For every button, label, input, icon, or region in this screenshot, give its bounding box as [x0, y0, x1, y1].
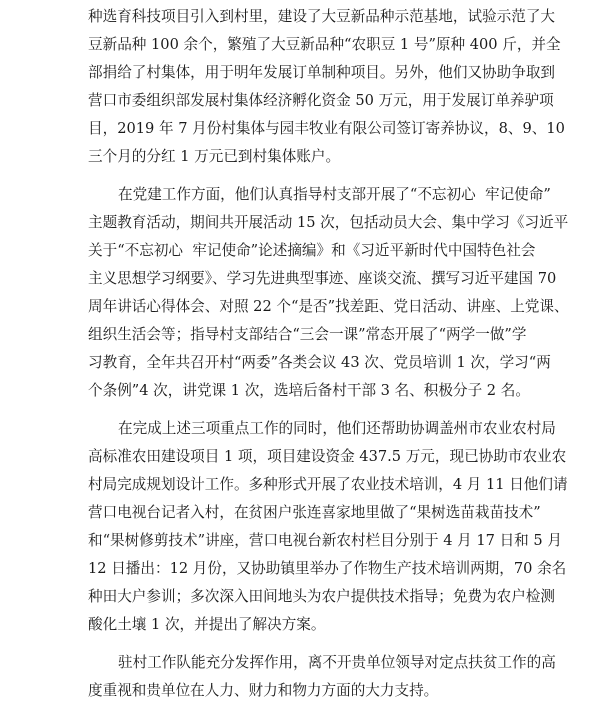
text-line: 酸化土壤 1 次，并提出了解决方案。 — [88, 616, 326, 633]
text-line: 主义思想学习纲要》、学习先进典型事迹、座谈交流、撰写习近平建国 70 — [88, 270, 557, 287]
text-line: 豆新品种 100 余个，繁殖了大豆新品种“农职豆 1 号”原种 400 斤，并全 — [88, 36, 561, 53]
text-line: 和“果树修剪技术”讲座，营口电视台新农村栏目分别于 4 月 17 日和 5 月 — [88, 532, 562, 549]
paragraph-first-line: 在党建工作方面，他们认真指导村支部开展了“不忘初心 牢记使命” — [118, 186, 551, 203]
text-line: 主题教育活动，期间共开展活动 15 次，包括动员大会、集中学习《习近平 — [88, 214, 569, 231]
text-line: 度重视和贵单位在人力、财力和物力方面的大力支持。 — [88, 682, 439, 699]
text-line: 关于“不忘初心 牢记使命”论述摘编》和《习近平新时代中国特色社会 — [88, 242, 536, 259]
text-line: 个条例”4 次，讲党课 1 次，选培后备村干部 3 名、积极分子 2 名。 — [88, 382, 530, 399]
text-line: 部捐给了村集体，用于明年发展订单制种项目。另外，他们又协助争取到 — [88, 64, 556, 81]
text-line: 习教育，全年共召开村“两委”各类会议 43 次、党员培训 1 次，学习“两 — [88, 354, 551, 371]
text-line: 种田大户参训；多次深入田间地头为农户提供技术指导；免费为农户检测 — [88, 588, 556, 605]
paragraph-first-line: 在完成上述三项重点工作的同时，他们还帮助协调盖州市农业农村局 — [118, 420, 556, 437]
text-line: 种选育科技项目引入到村里，建设了大豆新品种示范基地，试验示范了大 — [88, 8, 556, 25]
text-line: 营口市委组织部发展村集体经济孵化资金 50 万元，用于发展订单养驴项 — [88, 92, 554, 109]
text-line: 目，2019 年 7 月份村集体与园丰牧业有限公司签订寄养协议，8、9、10 — [88, 120, 565, 137]
text-line: 组织生活会等；指导村支部结合“三会一课”常态开展了“两学一做”学 — [88, 326, 527, 343]
text-line: 高标准农田建设项目 1 项，项目建设资金 437.5 万元，现已协助市农业农 — [88, 448, 567, 465]
text-line: 营口电视台记者入村，在贫困户张连喜家地里做了“果树选苗栽苗技术” — [88, 504, 541, 521]
text-line: 三个月的分红 1 万元已到村集体账户。 — [88, 148, 341, 165]
text-line: 12 日播出：12 月份，又协助镇里举办了作物生产技术培训两期，70 余名 — [88, 560, 567, 577]
text-line: 周年讲话心得体会、对照 22 个“是否”找差距、党日活动、讲座、上党课、 — [88, 298, 569, 315]
paragraph-first-line: 驻村工作队能充分发挥作用，离不开贵单位领导对定点扶贫工作的高 — [118, 654, 556, 671]
text-line: 村局完成规划设计工作。多种形式开展了农业技术培训，4 月 11 日他们请 — [88, 476, 568, 493]
